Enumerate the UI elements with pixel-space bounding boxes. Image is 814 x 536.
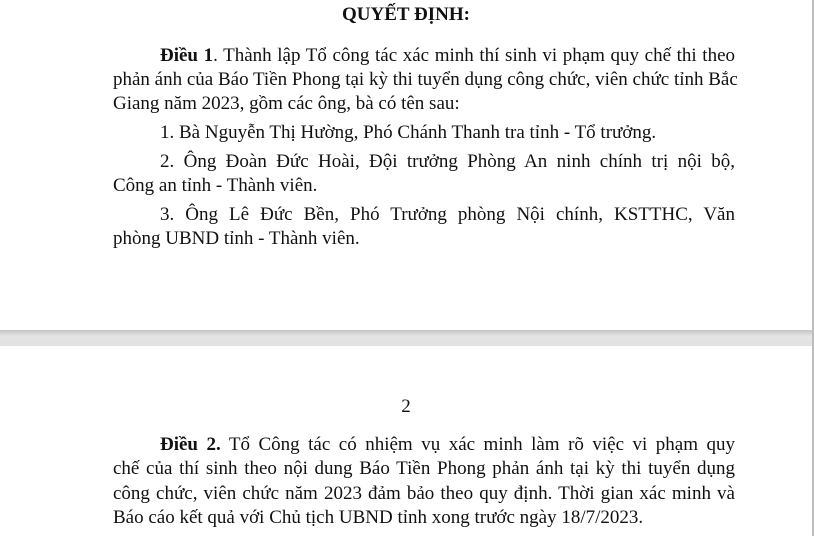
page-separator [0, 330, 814, 346]
article-1-line: Giang năm 2023, gồm các ông, bà có tên sau: [113, 93, 460, 114]
article-2-line: Báo cáo kết quả với Chủ tịch UBND tỉnh xong trước ngày 18/7/2023. [113, 507, 644, 528]
text: . Thành lập Tổ công tác xác minh thí sinh vi phạm quy chế thi theo [213, 45, 735, 66]
text: Tổ Công tác có nhiệm vụ xác minh làm rõ việc vi phạm quy [220, 434, 736, 455]
page-number: 2 [401, 396, 411, 417]
article-2-line [160, 434, 735, 456]
article-1-line: phản ánh của Báo Tiền Phong tại kỳ thi tuyển dụng công chức, viên chức tỉnh Bắc [113, 69, 738, 90]
member-1: 1. Bà Nguyễn Thị Hường, Phó Chánh Thanh tra tỉnh - Tổ trưởng. [160, 122, 657, 143]
article-2-label: Điều 2. [160, 434, 221, 455]
article-2-line: chế của thí sinh theo nội dung Báo Tiền Phong phản ánh tại kỳ thi tuyển dụng [113, 458, 735, 479]
member-2-line: 2. Ông Đoàn Đức Hoài, Đội trưởng Phòng An ninh chính trị nội bộ, [160, 151, 735, 172]
article-2-line: công chức, viên chức năm 2023 đảm bảo theo quy định. Thời gian xác minh và [113, 483, 735, 504]
article-1-label: Điều 1 [160, 45, 214, 66]
decision-heading: QUYẾT ĐỊNH: [342, 4, 470, 25]
member-2-line: Công an tỉnh - Thành viên. [113, 175, 318, 196]
article-1-line [160, 45, 735, 67]
member-3-line: 3. Ông Lê Đức Bền, Phó Trưởng phòng Nội chính, KSTTHC, Văn [160, 204, 735, 225]
document-page-2 [0, 346, 812, 536]
member-3-line: phòng UBND tỉnh - Thành viên. [113, 228, 360, 249]
